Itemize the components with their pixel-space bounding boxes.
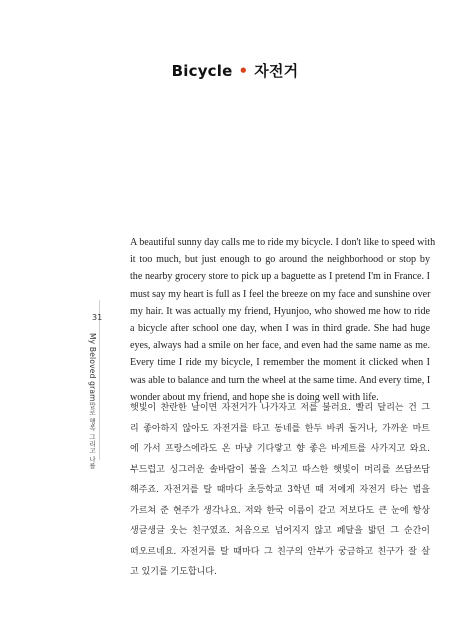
korean-line: 고 있기를 기도합니다. (130, 567, 217, 577)
english-line: must say my heart is full as I feel the breeze on my face and sunshine over (130, 288, 431, 300)
korean-line: 햇빛이 찬란한 날이면 자전거가 나가자고 저를 불러요. 빨리 달리는 건 그 (130, 403, 430, 413)
running-book-title (88, 333, 97, 469)
korean-line: 떠오르네요. 자전거를 탈 때마다 그 친구의 안부가 궁금하고 친구가 잘 살 (130, 546, 430, 557)
english-line: the nearby grocery store to pick up a baguette as I pretend I'm in France. I (130, 271, 430, 283)
korean-line: 가르쳐 준 현주가 생각나요. 저와 한국 이름이 같고 저보다도 큰 눈에 항상 (130, 505, 430, 516)
english-line: eyes, always had a smile on her face, and even had the same name as me. (130, 340, 430, 352)
korean-paragraph (130, 398, 430, 583)
korean-line: 해주죠. 자전거를 탈 때마다 초등학교 3학년 때 저에게 자전거 타는 법을 (130, 485, 430, 495)
book-title: My Beloved gram (88, 333, 97, 402)
title-korean: 자전거 (254, 62, 299, 80)
english-line: a bicycle after school one day, when I was in third grade. She had huge (130, 323, 430, 335)
english-line: wonder about my friend, and hope she is doing well with life. (130, 391, 379, 403)
title-separator: • (238, 62, 249, 80)
english-line: Every time I ride my bicycle, I remember the moment it clicked when I (130, 357, 430, 369)
korean-line: 생글생글 웃는 친구였죠. 처음으로 넘어지지 않고 페달을 밟던 그 순간이 (130, 526, 430, 536)
english-line: was able to balance and turn the wheel at the same time. And every time, I (130, 374, 431, 386)
english-line: it too much, but just enough to go around the neighborhood or stop by (130, 254, 430, 266)
english-paragraph (130, 234, 436, 406)
sidebar-divider (99, 300, 100, 460)
korean-line: 에 가서 프랑스에라도 온 마냥 기다랗고 향 좋은 바게트를 사가지고 와요. (130, 444, 430, 454)
page-title (0, 60, 470, 81)
english-line: my hair. It was actually my friend, Hyunjoo, who showed me how to ride (130, 305, 430, 317)
book-subtitle: 말로 행복 그리고 나를 (88, 401, 96, 469)
english-line: A beautiful sunny day calls me to ride my bicycle. I don't like to speed with (130, 237, 436, 248)
korean-line: 부드럽고 싱그러운 솔바람이 볼을 스치고 따스한 햇빛이 머리를 쓰담쓰담 (130, 464, 430, 475)
page-number: 31 (92, 313, 103, 322)
korean-line: 리 좋아하지 않아도 자전거를 타고 동네를 한두 바퀴 돌거나, 가까운 마트 (130, 423, 430, 434)
title-english: Bicycle (171, 62, 233, 80)
